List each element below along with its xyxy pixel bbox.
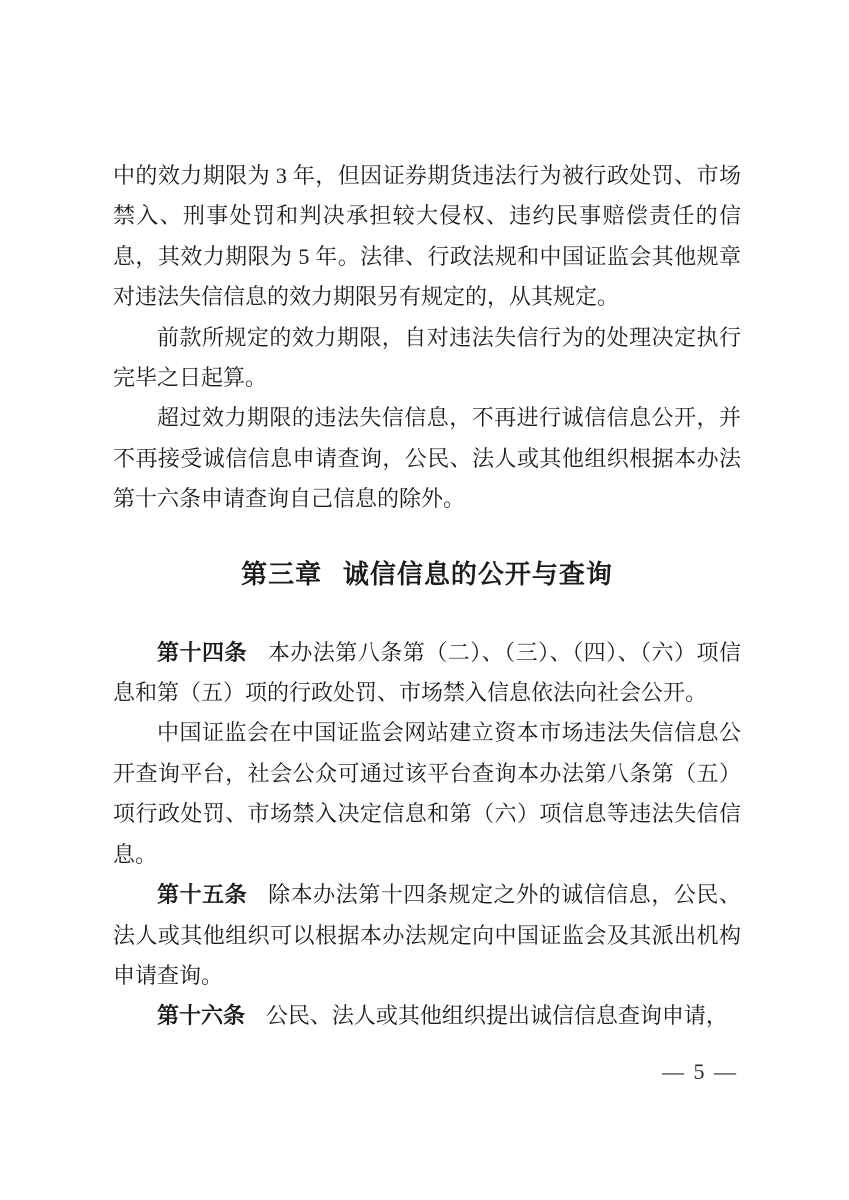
article-15-paragraph (113, 875, 741, 996)
article-16-label: 第十六条 (157, 1003, 246, 1029)
article-15-label: 第十五条 (157, 882, 248, 908)
chapter-number: 第三章 (241, 558, 323, 589)
article-14-label: 第十四条 (157, 639, 247, 665)
article-16-paragraph (113, 996, 741, 1036)
paragraph-continuation (113, 156, 741, 318)
paragraph-text: 前款所规定的效力期限，自对违法失信行为的处理决定执行完毕之日起算。 (113, 324, 741, 391)
paragraph (113, 318, 741, 399)
article-14-paragraph (113, 633, 741, 714)
paragraph-text: 中国证监会在中国证监会网站建立资本市场违法失信信息公开查询平台，社会公众可通过该平台查询本办法第八条第（五）项行政处罚、市场禁入决定信息和第（六）项信息等违法失信信息。 (113, 720, 741, 867)
paragraph-text: 中的效力期限为 3 年，但因证券期货违法行为被行政处罚、市场禁入、刑事处罚和判决承担较大侵权、违约民事赔偿责任的信息，其效力期限为 5 年。法律、行政法规和中国证监会其他规章对违法失信信息的效力期限另有规定的，从其规定。 (113, 163, 741, 310)
paragraph-text: 本办法第八条第（二）、（三）、（四）、（六）项信息和第（五）项的行政处罚、市场禁入信息依法向社会公开。 (113, 639, 741, 706)
chapter-title: 诚信信息的公开与查询 (342, 558, 613, 589)
paragraph-text: 超过效力期限的违法失信信息，不再进行诚信信息公开，并不再接受诚信信息申请查询，公民、法人或其他组织根据本办法第十六条申请查询自己信息的除外。 (113, 405, 741, 512)
paragraph (113, 398, 741, 519)
chapter-heading (113, 554, 741, 594)
paragraph (113, 713, 741, 875)
paragraph-text: 除本办法第十四条规定之外的诚信信息，公民、法人或其他组织可以根据本办法规定向中国证监会及其派出机构申请查询。 (113, 882, 741, 988)
document-body (113, 156, 741, 1037)
page-number (662, 1058, 738, 1086)
paragraph-text: 公民、法人或其他组织提出诚信信息查询申请， (265, 1003, 728, 1029)
page-number-text: — 5 — (662, 1059, 738, 1084)
